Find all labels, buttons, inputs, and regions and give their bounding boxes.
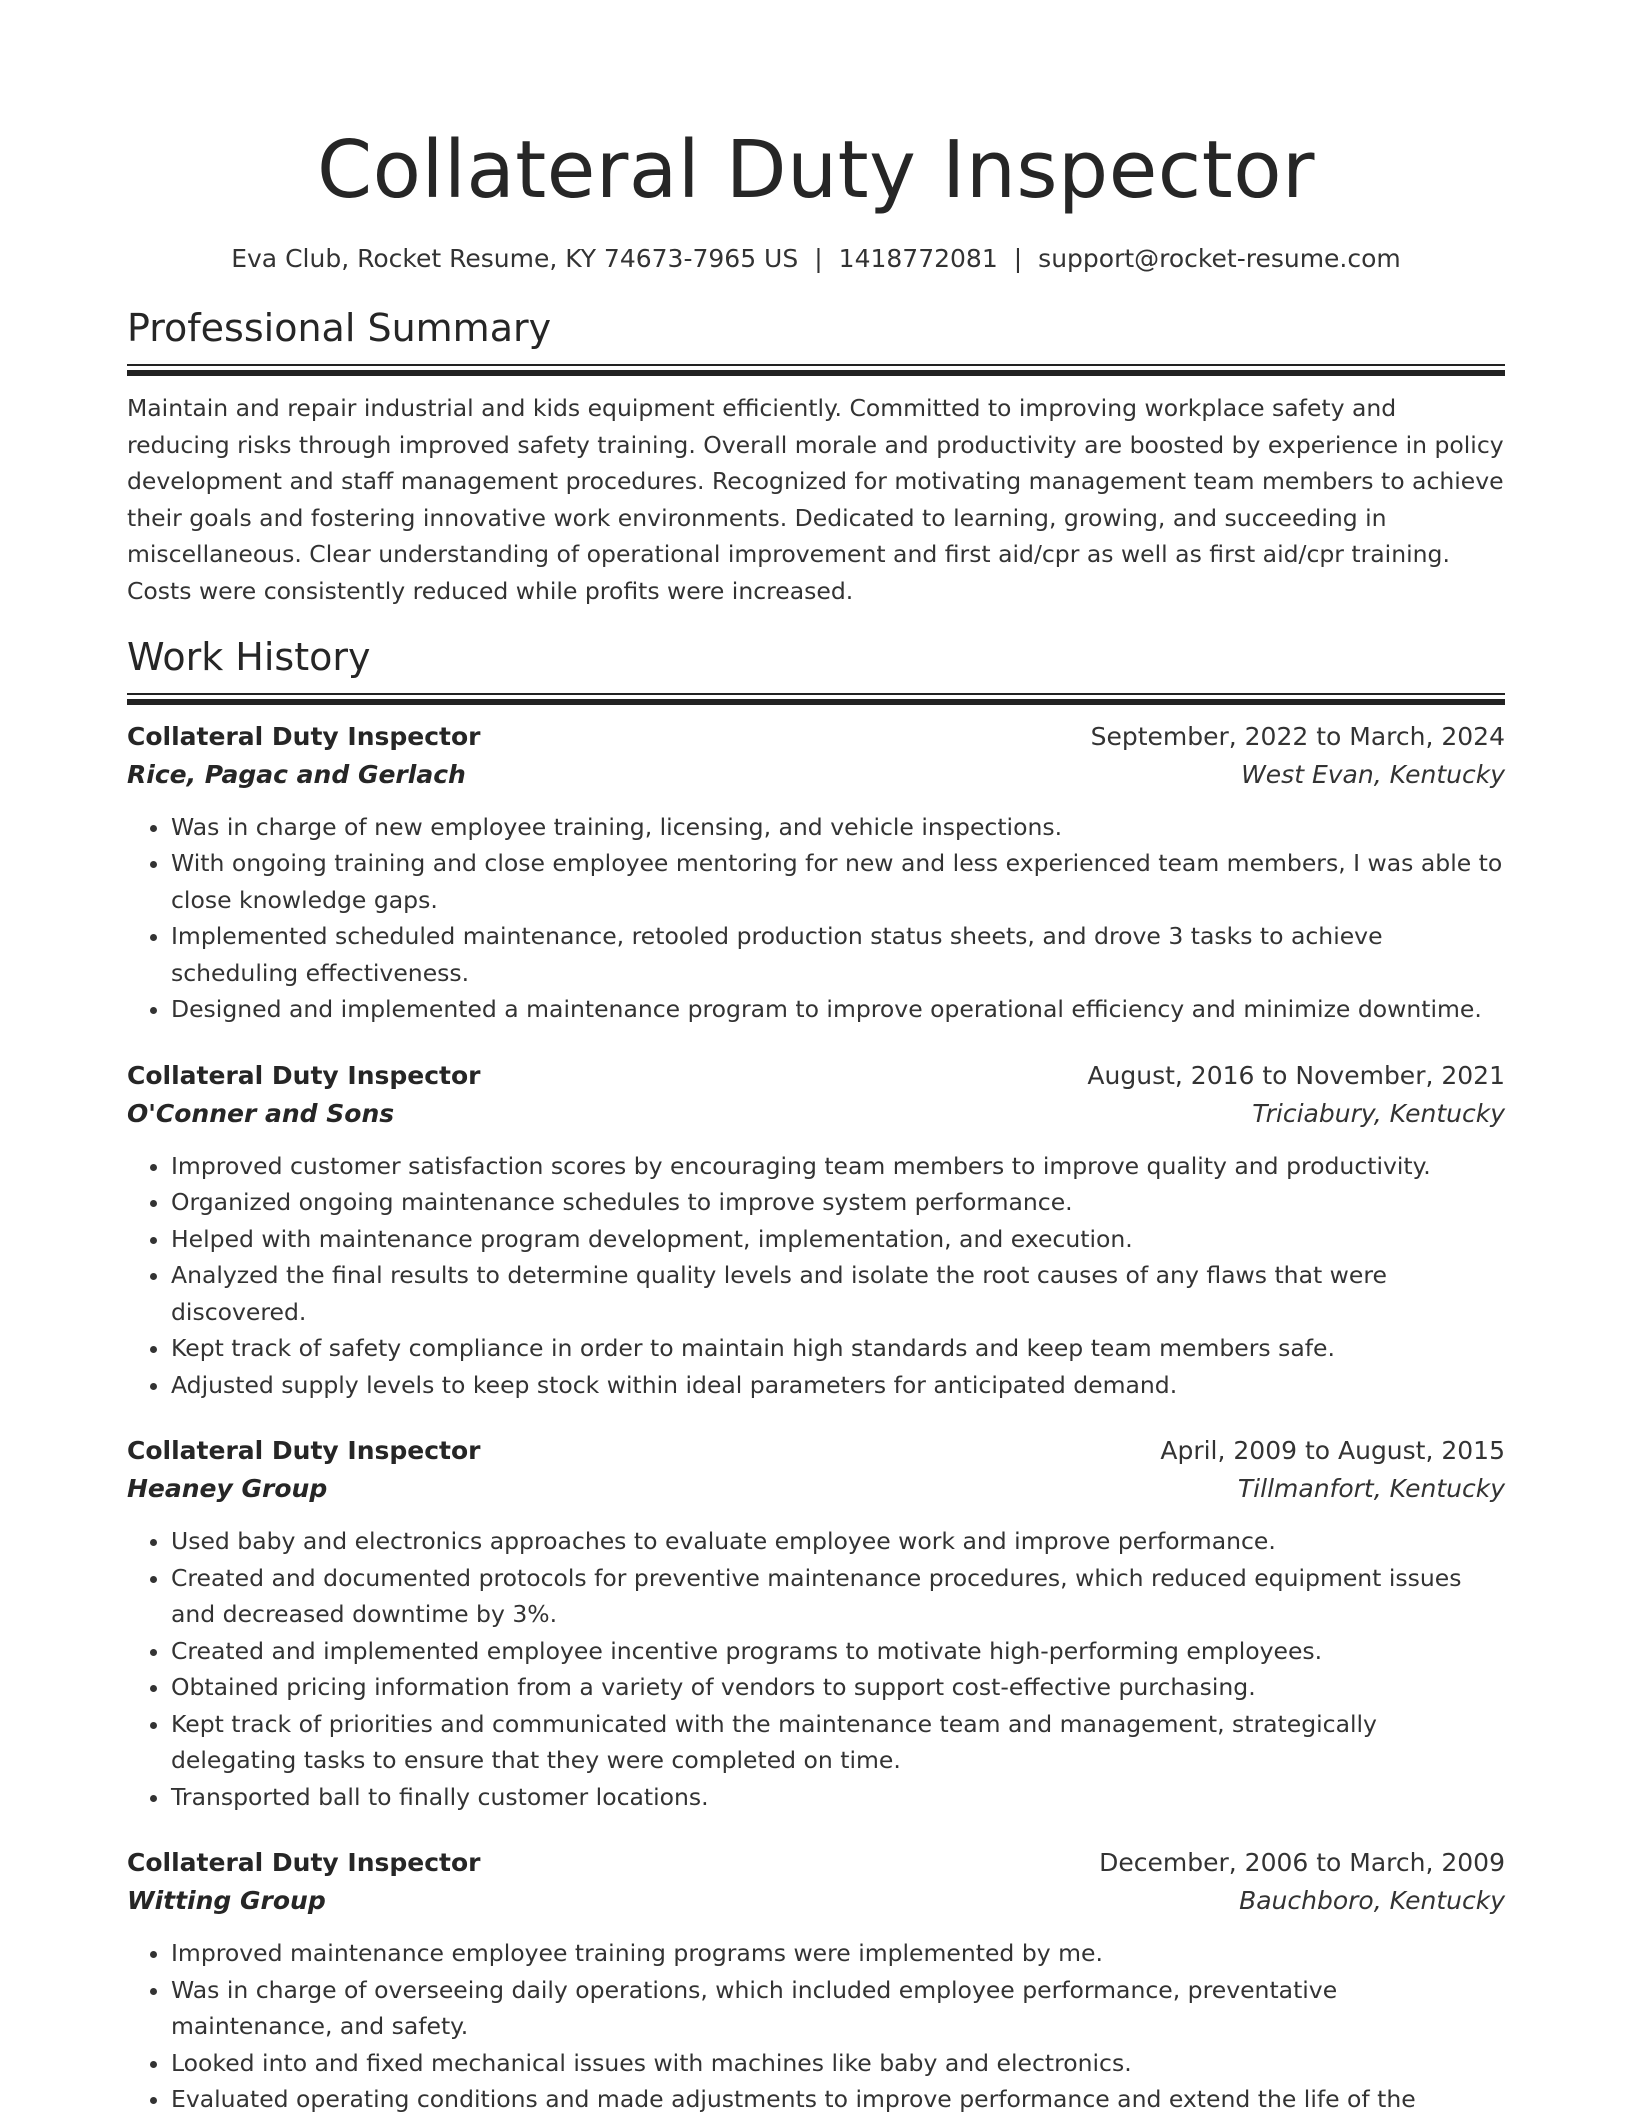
job-bullet: • Transported ball to finally customer locations. <box>171 1779 1505 1816</box>
job-dates: August, 2016 to November, 2021 <box>1087 1060 1505 1090</box>
job-location: Bauchboro, Kentucky <box>1239 1886 1505 1915</box>
job-entry <box>127 1845 1505 2118</box>
job-entry <box>127 1058 1505 1404</box>
work-history-section <box>127 633 1505 2118</box>
resume-title: Collateral Duty Inspector <box>316 124 1316 216</box>
job-title-row <box>127 1845 1505 1881</box>
job-bullet: • Improved maintenance employee training programs were implemented by me. <box>171 1935 1505 1972</box>
job-bullet: • Adjusted supply levels to keep stock within ideal parameters for anticipated demand. <box>171 1367 1505 1404</box>
job-title: Collateral Duty Inspector <box>127 1436 481 1465</box>
contact-email: support@rocket-resume.com <box>1038 244 1401 273</box>
job-bullet: • Was in charge of overseeing daily operations, which included employee performance, preventative maintenance, and safety. <box>171 1972 1505 2045</box>
job-company: Heaney Group <box>127 1474 328 1503</box>
contact-separator: | <box>814 244 823 273</box>
job-bullet: • Helped with maintenance program development, implementation, and execution. <box>171 1221 1505 1258</box>
job-bullet: • Improved customer satisfaction scores by encouraging team members to improve quality and productivity. <box>171 1148 1505 1185</box>
job-company: Witting Group <box>127 1886 326 1915</box>
job-list <box>127 719 1505 2118</box>
contact-separator: | <box>1013 244 1023 273</box>
summary-text: Maintain and repair industrial and kids equipment efficiently. Committed to improving workplace safety and reducing risks through improved safety training. Overall morale and productivity are boosted by experience in policy development and staff management procedures. Recognized for motivating management team members to achieve their goals and fostering innovative work environments. Dedicated to learning, growing, and succeeding in miscellaneous. Clear understanding of operational improvement and first aid/cpr as well as first aid/cpr training. Costs were consistently reduced while profits were increased. <box>127 394 1504 605</box>
job-bullet: • Kept track of priorities and communicated with the maintenance team and management, strategically delegating tasks to ensure that they were completed on time. <box>171 1706 1505 1779</box>
job-entry <box>127 719 1505 1028</box>
job-title: Collateral Duty Inspector <box>127 721 481 751</box>
job-bullet: • Created and documented protocols for preventive maintenance procedures, which reduced equipment issues and decreased downtime by 3%. <box>171 1560 1505 1633</box>
job-bullet-list <box>127 1148 1505 1404</box>
job-company-row <box>127 755 1505 795</box>
job-company-row <box>127 1094 1505 1134</box>
job-bullet: • Evaluated operating conditions and made adjustments to improve performance and extend the life of the <box>171 2081 1505 2118</box>
job-bullet: • Analyzed the final results to determine quality levels and isolate the root causes of any flaws that were discovered. <box>171 1257 1505 1330</box>
job-company-row <box>127 1881 1505 1921</box>
job-dates: April, 2009 to August, 2015 <box>1160 1436 1505 1465</box>
job-title: Collateral Duty Inspector <box>127 1060 481 1090</box>
section-divider <box>127 693 1505 695</box>
job-bullet: • Used baby and electronics approaches to evaluate employee work and improve performance. <box>171 1523 1505 1560</box>
job-title-row <box>127 1058 1505 1094</box>
job-bullet: • Organized ongoing maintenance schedules to improve system performance. <box>171 1184 1505 1221</box>
job-company: O'Conner and Sons <box>127 1098 395 1128</box>
job-bullet-list <box>127 1935 1505 2118</box>
job-location: West Evan, Kentucky <box>1241 759 1505 789</box>
job-bullet: • Kept track of safety compliance in order to maintain high standards and keep team members safe. <box>171 1330 1505 1367</box>
job-bullet: • Designed and implemented a maintenance program to improve operational efficiency and minimize downtime. <box>171 991 1505 1028</box>
job-company-row <box>127 1469 1505 1509</box>
job-bullet: • Was in charge of new employee training, licensing, and vehicle inspections. <box>171 809 1505 846</box>
job-bullet: • With ongoing training and close employee mentoring for new and less experienced team members, I was able to close knowledge gaps. <box>171 845 1505 918</box>
job-dates: December, 2006 to March, 2009 <box>1099 1848 1505 1877</box>
job-title-row <box>127 1433 1505 1469</box>
job-company: Rice, Pagac and Gerlach <box>127 759 466 789</box>
job-bullet-list <box>127 809 1505 1028</box>
job-title: Collateral Duty Inspector <box>127 1848 481 1877</box>
contact-phone: 1418772081 <box>838 244 998 273</box>
job-bullet: • Obtained pricing information from a variety of vendors to support cost-effective purchasing. <box>171 1669 1505 1706</box>
job-bullet: • Created and implemented employee incentive programs to motivate high-performing employees. <box>171 1633 1505 1670</box>
contact-address: Eva Club, Rocket Resume, KY 74673-7965 US <box>231 244 799 273</box>
job-location: Triciabury, Kentucky <box>1252 1098 1505 1128</box>
contact-line <box>127 242 1505 276</box>
job-title-row <box>127 719 1505 755</box>
section-heading: Professional Summary <box>127 306 552 350</box>
job-location: Tillmanfort, Kentucky <box>1237 1474 1505 1503</box>
job-bullet: • Looked into and fixed mechanical issues with machines like baby and electronics. <box>171 2045 1505 2082</box>
job-bullet-list <box>127 1523 1505 1815</box>
job-dates: September, 2022 to March, 2024 <box>1090 721 1505 751</box>
job-entry <box>127 1433 1505 1815</box>
section-heading: Work History <box>127 634 371 679</box>
job-bullet: • Implemented scheduled maintenance, retooled production status sheets, and drove 3 tasks to achieve scheduling effectiveness. <box>171 918 1505 991</box>
professional-summary-section <box>127 304 1505 609</box>
section-divider <box>127 364 1505 366</box>
